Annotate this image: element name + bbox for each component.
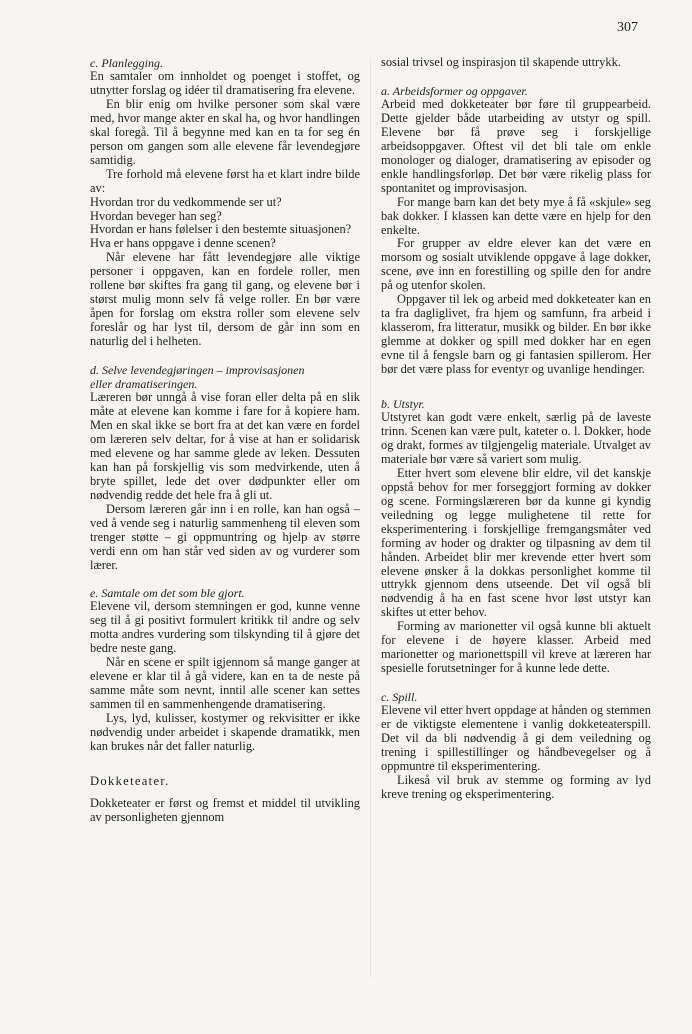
column-divider xyxy=(370,58,371,978)
question-line: Hvordan beveger han seg? xyxy=(90,208,222,223)
paragraph: Arbeid med dokketeater bør føre til gruppearbeid. Dette gjelder både utarbeiding av utstyr og spill. Elevene bør få prøve seg i forskjellige arbeidsoppgaver. Oftest vil det bli tale om enkle monologer og dialoger, dramatisering av episoder og enkle handlingsforløp. Det bør være rikelig plass for spontanitet og improvisasjon. xyxy=(381,96,651,195)
paragraph: sosial trivsel og inspirasjon til skapende uttrykk. xyxy=(381,55,621,69)
section-heading-utstyr: b. Utstyr. xyxy=(381,397,425,412)
right-column xyxy=(381,56,651,802)
section-heading-levendegjoring: d. Selve levendegjøringen – improvisasjonen xyxy=(90,363,305,378)
paragraph: Tre forhold må elevene først ha et klart indre bilde av: xyxy=(90,166,360,195)
section-heading-spill: c. Spill. xyxy=(381,690,418,705)
left-column xyxy=(90,56,360,825)
paragraph: Elevene vil, dersom stemningen er god, kunne venne seg til å gi positivt formulert kritikk til andre og selv motta andres vurdering som tilskynding til å gjøre det bedre neste gang. xyxy=(90,599,360,656)
paragraph: For grupper av eldre elever kan det være en morsom og sosialt utviklende oppgave å lage dokker, scene, øve inn en forestilling og spille den for andre på og utenfor skolen. xyxy=(381,236,651,293)
section-heading-levendegjoring-cont: eller dramatiseringen. xyxy=(90,377,198,392)
paragraph: Lys, lyd, kulisser, kostymer og rekvisitter er ikke nødvendig under arbeidet i skapende dramatikk, men kan brukes når det faller naturlig. xyxy=(90,711,360,753)
section-heading-samtale: e. Samtale om det som ble gjort. xyxy=(90,586,245,601)
question-line: Hva er hans oppgave i denne scenen? xyxy=(90,236,276,251)
paragraph: Når en scene er spilt igjennom så mange ganger at elevene er klar til å gå videre, kan en ta de neste på samme måte som nevnt, inntil alle scener kan settes sammen til en sammenhengende dramatisering. xyxy=(90,655,360,712)
paragraph: Når elevene har fått levendegjøre alle viktige personer i oppgaven, kan en fordele roller, men rollene bør skiftes fra gang til gang, og elevene bør i størst mulig monn selv få velge roller. En bør være åpen for forslag om ekstra roller som elevene selv foreslår og har lyst til, dersom de går inn som en naturlig del i helheten. xyxy=(90,250,360,349)
paragraph: Likeså vil bruk av stemme og forming av lyd kreve trening og eksperimentering. xyxy=(381,772,651,801)
section-title-dokketeater: Dokketeater. xyxy=(90,773,170,788)
paragraph: Forming av marionetter vil også kunne bli aktuelt for elevene i de høyere klasser. Arbeid med marionetter og marionettspill vil kreve at læreren har spesielle forutsetninger for å kunne lede dette. xyxy=(381,619,651,676)
paragraph: Dersom læreren går inn i en rolle, kan han også – ved å vende seg i naturlig sammenheng til eleven som trenger støtte – gi oppmuntring og hjelp av større verdi enn om han står ved siden av og vurderer som lærer. xyxy=(90,501,360,572)
section-heading-arbeidsformer: a. Arbeidsformer og oppgaver. xyxy=(381,83,528,98)
paragraph: Utstyret kan godt være enkelt, særlig på de laveste trinn. Scenen kan være pult, kateter o. l. Dokker, hode og drakt, formes av tilgjengelig materiale. Utvalget av materiale bør være så variert som mulig. xyxy=(381,410,651,466)
paragraph: Etter hvert som elevene blir eldre, vil det kanskje oppstå behov for mer forseggjort forming av dokker og scene. Formingslæreren bør da kunne gi kyndig veiledning og legge mulighetene til rette for eksperimentering i forskjellige fremgangsmåter ved forming av hoder og drakter og tilpasning av dem til hånden. Arbeidet blir mer krevende etter hvert som elevene ønsker å la dokkas personlighet komme til uttrykk gjennom dens utseende. Det vil også bli nødvendig å ha en fast scene hvor løst utstyr kan skiftes ut etter behov. xyxy=(381,465,651,620)
paragraph: For mange barn kan det bety mye å få «skjule» seg bak dokker. I klassen kan dette være en hjelp for den enkelte. xyxy=(381,194,651,237)
paragraph: En blir enig om hvilke personer som skal være med, hvor mange akter en skal ha, og hvor handlingen skal foregå. Til å begynne med kan en ta for seg én person om gangen som alle elevene får levendegjøre samtidig. xyxy=(90,96,360,167)
paragraph: Dokketeater er først og fremst et middel til utvikling av personligheten gjennom xyxy=(90,795,360,824)
section-heading-planlegging: c. Planlegging. xyxy=(90,56,163,70)
page-number: 307 xyxy=(617,20,638,35)
paragraph: Læreren bør unngå å vise foran eller delta på en slik måte at elevene kan komme i fare for å kopiere ham. Men en skal ikke se bort fra at det kan være en fordel om læreren selv deltar, for å vise at han er solidarisk med elevene og har samme glede av leken. Dessuten kan han på forskjellig vis som medvirkende, uten å bryte spillet, lede det over dødpunkter eller om nødvendig redde det hele fra å gli ut. xyxy=(90,390,360,502)
paragraph: En samtaler om innholdet og poenget i stoffet, og utnytter forslag og idéer til dramatisering fra elevene. xyxy=(90,69,360,97)
question-line: Hvordan tror du vedkommende ser ut? xyxy=(90,194,282,209)
question-line: Hvordan er hans følelser i den bestemte situasjonen? xyxy=(90,222,352,237)
paragraph: Elevene vil etter hvert oppdage at hånden og stemmen er de viktigste elementene i vanlig dokketeaterspill. Det vil da bli nødvendig å gi dem veiledning og trening i spillestillinger og håndbevegelser og å oppmuntre til eksperimentering. xyxy=(381,703,651,773)
paragraph: Oppgaver til lek og arbeid med dokketeater kan en ta fra dagliglivet, fra hjem og samfunn, fra arbeid i klasserom, fra litteratur, musikk og bilder. En bør ikke glemme at dokker og spill med dokker har en egen evne til å fengsle barn og gi fantasien spillerom. Her bør det være plass for eventyr og uvanlige hendinger. xyxy=(381,292,651,377)
